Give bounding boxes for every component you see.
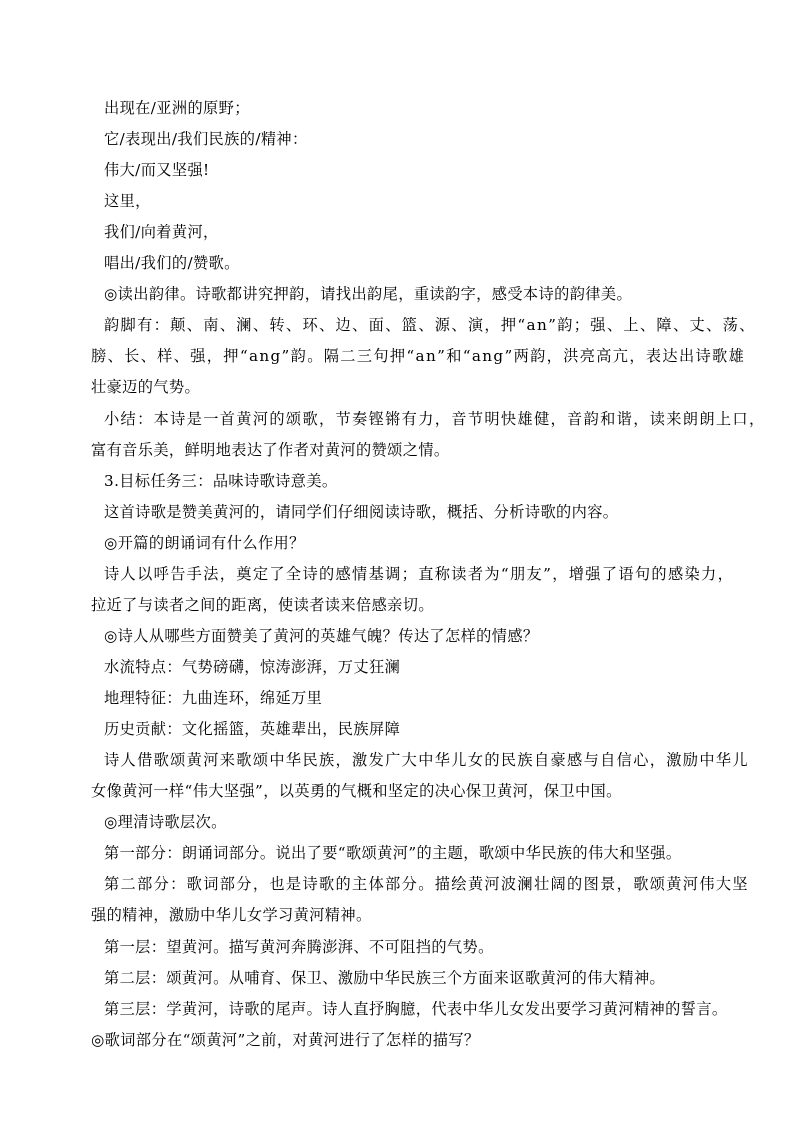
question-heading: ◎歌词部分在“颂黄河”之前，对黄河进行了怎样的描写？ <box>91 1031 480 1049</box>
paragraph-line: 第二层：颂黄河。从哺育、保卫、激励中华民族三个方面来讴歌黄河的伟大精神。 <box>104 969 666 987</box>
poem-line: 这里， <box>104 192 151 210</box>
list-item: 地理特征：九曲连环，绵延万里 <box>104 689 323 707</box>
paragraph-line: 强的精神，激励中华儿女学习黄河精神。 <box>91 906 372 924</box>
paragraph-line: 小结：本诗是一首黄河的颂歌，节奏铿锵有力，音节明快雄健，音韵和谐，读来朗朗上口， <box>104 410 766 428</box>
paragraph-line: 这首诗歌是赞美黄河的，请同学们仔细阅读诗歌，概括、分析诗歌的内容。 <box>104 503 619 521</box>
paragraph-line: 壮豪迈的气势。 <box>91 378 201 396</box>
question-heading: ◎理清诗歌层次。 <box>104 813 227 831</box>
poem-line: 出现在/亚洲的原野； <box>104 99 250 117</box>
list-item: 历史贡献：文化摇篮，英雄辈出，民族屏障 <box>104 720 401 738</box>
section-heading: 3.目标任务三：品味诗歌诗意美。 <box>104 472 338 490</box>
question-heading: ◎开篇的朗诵词有什么作用？ <box>104 534 305 552</box>
paragraph-line: 诗人借歌颂黄河来歌颂中华民族，激发广大中华儿女的民族自豪感与自信心，激励中华儿 <box>104 751 749 769</box>
paragraph-line: 第一部分：朗诵词部分。说出了要“歌颂黄河”的主题，歌颂中华民族的伟大和坚强。 <box>104 844 682 862</box>
paragraph-line: 第二部分：歌词部分，也是诗歌的主体部分。描绘黄河波澜壮阔的图景，歌颂黄河伟大坚 <box>104 875 749 893</box>
paragraph-line: 第一层：望黄河。描写黄河奔腾澎湃、不可阻挡的气势。 <box>104 938 494 956</box>
question-heading: ◎诗人从哪些方面赞美了黄河的英雄气魄？传达了怎样的情感？ <box>104 627 539 645</box>
list-item: 水流特点：气势磅礴，惊涛澎湃，万丈狂澜 <box>104 658 401 676</box>
paragraph-line: 韵脚有：颠、南、澜、转、环、边、面、篮、源、演，押“an”韵；强、上、障、丈、荡、 <box>104 316 756 334</box>
paragraph-line: 第三层：学黄河，诗歌的尾声。诗人直抒胸臆，代表中华儿女发出要学习黄河精神的誓言。 <box>104 1000 728 1018</box>
poem-line: 它/表现出/我们民族的/精神： <box>104 130 308 148</box>
poem-line: 伟大/而又坚强! <box>104 161 210 179</box>
paragraph-line: 女像黄河一样“伟大坚强”，以英勇的气概和坚定的决心保卫黄河，保卫中国。 <box>91 782 622 800</box>
paragraph-line: 富有音乐美，鲜明地表达了作者对黄河的赞颂之情。 <box>91 441 450 459</box>
poem-line: 唱出/我们的/赞歌。 <box>104 254 240 272</box>
question-heading: ◎读出韵律。诗歌都讲究押韵，请找出韵尾，重读韵字，感受本诗的韵律美。 <box>104 285 633 303</box>
paragraph-line: 拉近了与读者之间的距离，使读者读来倍感亲切。 <box>91 596 434 614</box>
paragraph-line: 膀、长、样、强，押“ang”韵。隔二三句押“an”和“ang”两韵，洪亮高亢，表达出诗歌雄 <box>91 347 746 365</box>
poem-line: 我们/向着黄河， <box>104 223 219 241</box>
paragraph-line: 诗人以呼告手法，奠定了全诗的感情基调；直称读者为“朋友”，增强了语句的感染力， <box>104 565 735 583</box>
